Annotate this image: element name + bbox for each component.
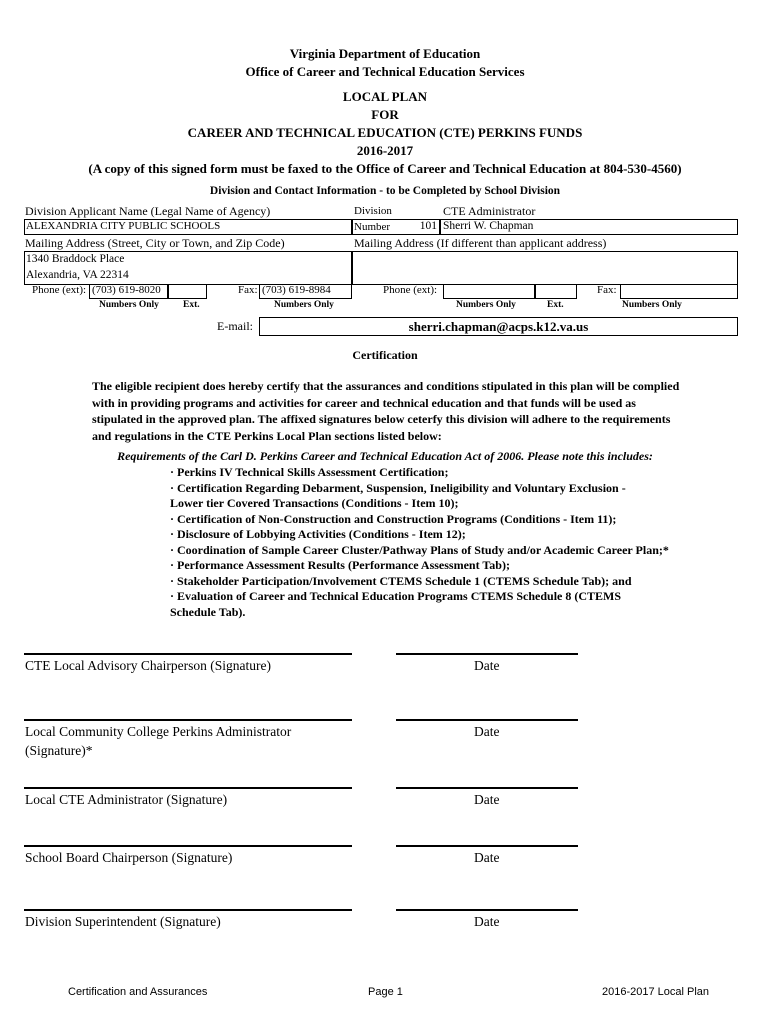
phone2-number-field[interactable] — [443, 284, 535, 299]
certification-heading: Certification — [352, 348, 418, 362]
fax-label: Fax: — [238, 284, 258, 296]
phone-ext-field[interactable] — [168, 284, 207, 299]
fax2-numbers-only-caption: Numbers Only — [622, 300, 682, 310]
list-item: · Certification Regarding Debarment, Suspension, Ineligibility and Voluntary Exclusion - — [170, 480, 626, 495]
fax-number-value: (703) 619-8984 — [262, 284, 331, 296]
applicant-name-label: Division Applicant Name (Legal Name of Agency) — [25, 204, 271, 218]
footer-left: Certification and Assurances — [68, 986, 208, 998]
certification-statement: The eligible recipient does hereby certify that the assurances and conditions stipulated in this plan will be complied with in providing programs and activities for career and technical education and that funds will be used as stipulated in the approved plan. The affixed signatures below ceterfy this division will adhere to the requirements and regulations in the CTE Perkins Local Plan sections listed below: — [92, 379, 680, 443]
header-title-local-plan: LOCAL PLAN — [342, 89, 428, 104]
date-label-school-board: Date — [474, 850, 500, 865]
date-label-superintendent: Date — [474, 914, 500, 929]
list-item: · Coordination of Sample Career Cluster/Pathway Plans of Study and/or Academic Career Plan;* — [170, 542, 669, 557]
signature-label-superintendent: Division Superintendent (Signature) — [25, 914, 221, 929]
date-line-superintendent[interactable] — [396, 909, 578, 911]
list-item: · Certification of Non-Construction and Construction Programs (Conditions - Item 11); — [170, 511, 617, 526]
mailing-address-line1: 1340 Braddock Place — [26, 253, 125, 265]
phone-ext-caption: Ext. — [183, 300, 200, 310]
applicant-name-field[interactable] — [24, 219, 352, 235]
phone-number-value: (703) 619-8020 — [92, 284, 161, 296]
footer-page-number: Page 1 — [368, 986, 403, 998]
alt-mailing-address-label: Mailing Address (If different than applicant address) — [354, 236, 607, 250]
signature-line-superintendent[interactable] — [24, 909, 352, 911]
footer-right: 2016-2017 Local Plan — [602, 986, 710, 998]
alt-mailing-address-field[interactable] — [352, 251, 738, 285]
date-label-cte-administrator: Date — [474, 792, 500, 807]
header-agency: Virginia Department of Education — [289, 46, 481, 61]
date-line-community-college[interactable] — [396, 719, 578, 721]
header-title-for: FOR — [371, 107, 399, 122]
phone2-numbers-only-caption: Numbers Only — [456, 300, 516, 310]
phone-numbers-only-caption: Numbers Only — [99, 300, 159, 310]
phone2-label: Phone (ext): — [383, 284, 438, 296]
signature-line-community-college[interactable] — [24, 719, 352, 721]
date-label-community-college: Date — [474, 724, 500, 739]
phone2-ext-caption: Ext. — [547, 300, 564, 310]
list-item: · Evaluation of Career and Technical Education Programs CTEMS Schedule 8 (CTEMS — [170, 589, 622, 603]
cte-administrator-label: CTE Administrator — [443, 204, 536, 218]
date-line-school-board[interactable] — [396, 845, 578, 847]
division-label: Division — [354, 205, 392, 217]
fax-numbers-only-caption: Numbers Only — [274, 300, 334, 310]
phone-number-field[interactable] — [89, 284, 168, 299]
signature-line-advisory-chair[interactable] — [24, 653, 352, 655]
division-number-label: Number — [354, 221, 391, 233]
fax2-label: Fax: — [597, 284, 617, 296]
signature-line-cte-administrator[interactable] — [24, 787, 352, 789]
signature-label-community-college: Local Community College Perkins Administrator (Signature)* — [25, 724, 292, 758]
cte-administrator-field[interactable] — [440, 219, 738, 235]
mailing-address-label: Mailing Address (Street, City or Town, and Zip Code) — [25, 236, 285, 250]
header-subtitle: Division and Contact Information - to be Completed by School Division — [209, 185, 561, 197]
requirements-heading: Requirements of the Carl D. Perkins Career and Technical Education Act of 2006. Please note this includes: — [117, 449, 653, 463]
phone2-ext-field[interactable] — [535, 284, 577, 299]
date-line-cte-administrator[interactable] — [396, 787, 578, 789]
header-year: 2016-2017 — [356, 143, 414, 158]
date-line-advisory-chair[interactable] — [396, 653, 578, 655]
list-item: Lower tier Covered Transactions (Conditions - Item 10); — [170, 496, 459, 510]
header-fax-note: (A copy of this signed form must be faxed to the Office of Career and Technical Education at 804-530-4560) — [88, 161, 682, 176]
phone-label: Phone (ext): — [32, 284, 87, 296]
email-label: E-mail: — [217, 319, 253, 333]
cte-administrator-value: Sherri W. Chapman — [443, 220, 534, 232]
mailing-address-line2: Alexandria, VA 22314 — [26, 269, 129, 281]
signature-line-school-board[interactable] — [24, 845, 352, 847]
signature-label-cte-administrator: Local CTE Administrator (Signature) — [25, 792, 228, 807]
signature-label-advisory-chair: CTE Local Advisory Chairperson (Signature) — [25, 658, 271, 673]
applicant-name-value: ALEXANDRIA CITY PUBLIC SCHOOLS — [26, 220, 221, 232]
fax2-number-field[interactable] — [620, 284, 738, 299]
email-field[interactable] — [259, 317, 738, 336]
list-item: · Disclosure of Lobbying Activities (Conditions - Item 12); — [170, 527, 466, 541]
division-number-value: 101 — [419, 220, 437, 232]
division-number-field[interactable] — [352, 219, 440, 235]
list-item: · Perkins IV Technical Skills Assessment Certification; — [170, 465, 449, 479]
email-value: sherri.chapman@acps.k12.va.us — [408, 319, 589, 334]
mailing-address-field[interactable] — [24, 251, 352, 285]
fax-number-field[interactable] — [259, 284, 352, 299]
signature-label-school-board: School Board Chairperson (Signature) — [25, 850, 233, 865]
list-item: · Performance Assessment Results (Performance Assessment Tab); — [170, 558, 510, 572]
list-item: Schedule Tab). — [170, 604, 246, 619]
header-office: Office of Career and Technical Education Services — [245, 64, 525, 79]
header-title-funds: CAREER AND TECHNICAL EDUCATION (CTE) PERKINS FUNDS — [187, 125, 583, 140]
date-label-advisory-chair: Date — [474, 658, 500, 673]
list-item: · Stakeholder Participation/Involvement CTEMS Schedule 1 (CTEMS Schedule Tab); and — [170, 573, 632, 588]
requirements-list — [170, 465, 669, 620]
